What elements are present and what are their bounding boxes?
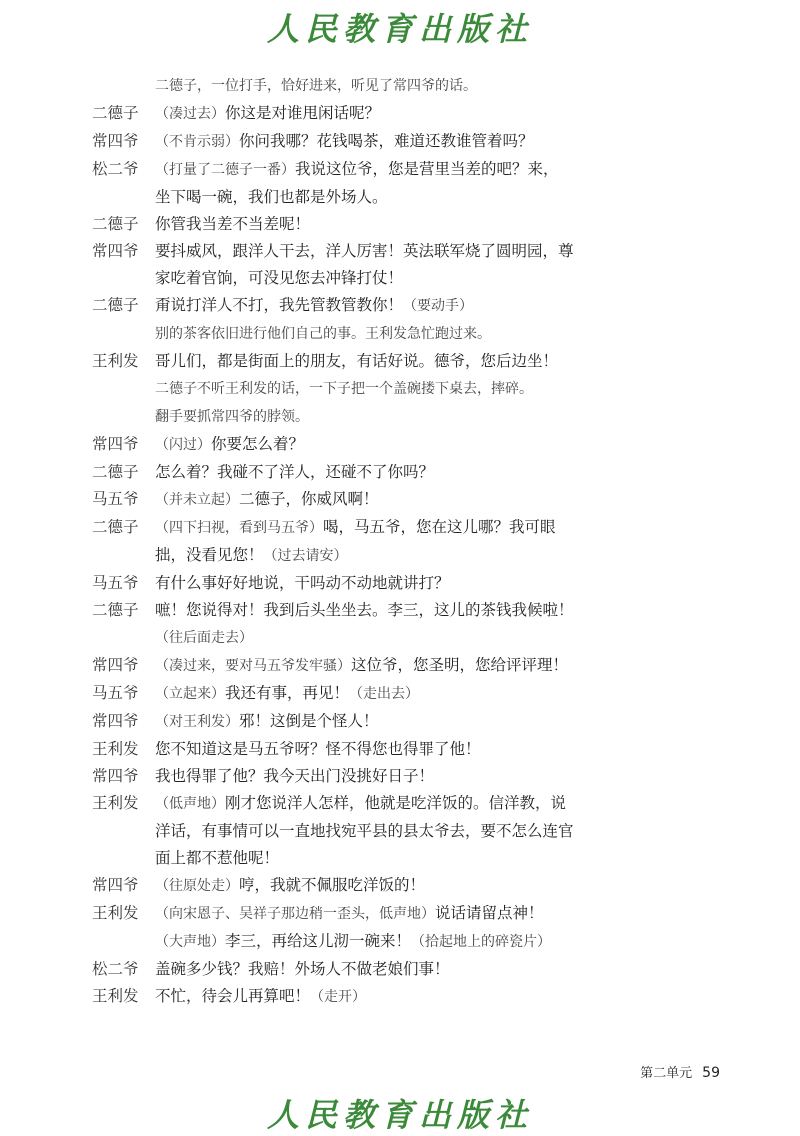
line-text bbox=[155, 845, 612, 872]
script-line bbox=[92, 928, 612, 956]
line-text bbox=[155, 983, 612, 1011]
speaker-name: 王利发 bbox=[92, 987, 139, 1005]
line-text bbox=[155, 652, 612, 680]
stage-direction: （凑过来，要对马五爷发牢骚） bbox=[155, 658, 351, 674]
line-text bbox=[155, 708, 612, 736]
line-text bbox=[155, 265, 612, 292]
dialogue: 邪！这倒是个怪人！ bbox=[239, 712, 379, 730]
dialogue: 盖碗多少钱？我赔！外场人不做老娘们事！ bbox=[155, 960, 450, 978]
dialogue: 家吃着官饷，可没见您去冲锋打仗！ bbox=[155, 269, 404, 287]
script-line bbox=[92, 292, 612, 320]
stage-direction: 二德子不听王利发的话，一下子把一个盖碗搂下桌去，摔碎。 bbox=[155, 381, 533, 397]
line-text bbox=[155, 238, 612, 265]
stage-direction: （往后面走去） bbox=[155, 630, 253, 646]
stage-direction: （大声地） bbox=[155, 934, 225, 950]
script-line bbox=[92, 818, 612, 845]
script-line bbox=[92, 763, 612, 790]
line-text bbox=[155, 403, 612, 431]
script-body bbox=[92, 72, 612, 1011]
publisher-watermark-bottom: 人民教育出版社 bbox=[266, 1096, 533, 1134]
line-text bbox=[155, 818, 612, 845]
line-text bbox=[155, 128, 612, 156]
line-text bbox=[155, 900, 612, 928]
line-text bbox=[155, 597, 612, 624]
dialogue: 刚才您说洋人怎样，他就是吃洋饭的。信洋教，说 bbox=[225, 794, 567, 812]
line-text bbox=[155, 872, 612, 900]
speaker-name: 常四爷 bbox=[92, 656, 139, 674]
stage-direction: （过去请安） bbox=[263, 548, 348, 564]
dialogue: 说话请留点神！ bbox=[435, 904, 544, 922]
script-line bbox=[92, 431, 612, 459]
stage-direction: 别的茶客依旧进行他们自己的事。王利发急忙跑过来。 bbox=[155, 326, 491, 342]
dialogue: 哼，我就不佩服吃洋饭的！ bbox=[239, 876, 426, 894]
script-line bbox=[92, 211, 612, 238]
script-line bbox=[92, 736, 612, 763]
script-line bbox=[92, 790, 612, 818]
line-text bbox=[155, 624, 612, 652]
speaker-name: 马五爷 bbox=[92, 684, 139, 702]
script-line bbox=[92, 265, 612, 292]
script-line bbox=[92, 983, 612, 1011]
line-text bbox=[155, 514, 612, 542]
dialogue: 甭说打洋人不打，我先管教管教你！ bbox=[155, 296, 404, 314]
line-text bbox=[155, 486, 612, 514]
script-line bbox=[92, 845, 612, 872]
dialogue: 要抖威风，跟洋人干去，洋人厉害！英法联军烧了圆明园，尊 bbox=[155, 242, 574, 260]
speaker-name: 松二爷 bbox=[92, 160, 139, 178]
speaker-name: 二德子 bbox=[92, 104, 139, 122]
stage-direction: （对王利发） bbox=[155, 714, 239, 730]
stage-direction: （打量了二德子一番） bbox=[155, 162, 295, 178]
dialogue: 您不知道这是马五爷呀？怪不得您也得罪了他！ bbox=[155, 740, 481, 758]
dialogue: 你管我当差不当差呢！ bbox=[155, 215, 311, 233]
stage-direction: （向宋恩子、吴祥子那边稍一歪头，低声地） bbox=[155, 906, 435, 922]
speaker-name: 常四爷 bbox=[92, 435, 139, 453]
script-line bbox=[92, 956, 612, 983]
speaker-name: 常四爷 bbox=[92, 767, 139, 785]
script-line bbox=[92, 514, 612, 542]
dialogue: 我也得罪了他？我今天出门没挑好日子！ bbox=[155, 767, 435, 785]
script-line bbox=[92, 100, 612, 128]
line-text bbox=[155, 542, 612, 570]
stage-direction: （并未立起） bbox=[155, 492, 239, 508]
stage-direction: （立起来） bbox=[155, 686, 225, 702]
dialogue: 拙，没看见您！ bbox=[155, 546, 264, 564]
dialogue: 不忙，待会儿再算吧！ bbox=[155, 987, 311, 1005]
script-line bbox=[92, 872, 612, 900]
script-line bbox=[92, 542, 612, 570]
line-text bbox=[155, 211, 612, 238]
speaker-name: 王利发 bbox=[92, 740, 139, 758]
stage-direction: （走出去） bbox=[349, 686, 420, 702]
speaker-name: 二德子 bbox=[92, 601, 139, 619]
dialogue: 这位爷，您圣明，您给评评理！ bbox=[351, 656, 569, 674]
script-line bbox=[92, 486, 612, 514]
line-text bbox=[155, 320, 612, 348]
speaker-name: 常四爷 bbox=[92, 132, 139, 150]
speaker-name: 常四爷 bbox=[92, 876, 139, 894]
line-text bbox=[155, 956, 612, 983]
script-line bbox=[92, 375, 612, 403]
speaker-name: 马五爷 bbox=[92, 574, 139, 592]
line-text bbox=[155, 928, 612, 956]
publisher-watermark-top: 人民教育出版社 bbox=[266, 10, 533, 48]
line-text bbox=[155, 790, 612, 818]
line-text bbox=[155, 736, 612, 763]
dialogue: 坐下喝一碗，我们也都是外场人。 bbox=[155, 188, 388, 206]
line-text bbox=[155, 72, 612, 100]
script-line bbox=[92, 652, 612, 680]
script-line bbox=[92, 184, 612, 211]
line-text bbox=[155, 184, 612, 211]
script-line bbox=[92, 900, 612, 928]
script-line bbox=[92, 680, 612, 708]
line-text bbox=[155, 375, 612, 403]
stage-direction: （四下扫视，看到马五爷） bbox=[155, 520, 323, 536]
page-number: 59 bbox=[702, 1065, 720, 1081]
dialogue: 你要怎么着？ bbox=[211, 435, 305, 453]
line-text bbox=[155, 570, 612, 597]
line-text bbox=[155, 348, 612, 375]
dialogue: 哥儿们，都是街面上的朋友，有话好说。德爷，您后边坐！ bbox=[155, 352, 559, 370]
speaker-name: 二德子 bbox=[92, 215, 139, 233]
speaker-name: 常四爷 bbox=[92, 242, 139, 260]
script-line bbox=[92, 320, 612, 348]
script-line bbox=[92, 128, 612, 156]
dialogue: 怎么着？我碰不了洋人，还碰不了你吗？ bbox=[155, 463, 435, 481]
line-text bbox=[155, 100, 612, 128]
unit-label: 第二单元 bbox=[640, 1066, 693, 1081]
speaker-name: 马五爷 bbox=[92, 490, 139, 508]
dialogue: 你问我哪？花钱喝茶，难道还教谁管着吗？ bbox=[239, 132, 534, 150]
stage-direction: （不肯示弱） bbox=[155, 134, 239, 150]
line-text bbox=[155, 292, 612, 320]
script-line bbox=[92, 570, 612, 597]
dialogue: 喝，马五爷，您在这儿哪？我可眼 bbox=[323, 518, 556, 536]
script-line bbox=[92, 156, 612, 184]
script-line bbox=[92, 348, 612, 375]
line-text bbox=[155, 680, 612, 708]
speaker-name: 王利发 bbox=[92, 904, 139, 922]
dialogue: 面上都不惹他呢！ bbox=[155, 849, 280, 867]
dialogue: 你这是对谁甩闲话呢？ bbox=[225, 104, 381, 122]
speaker-name: 松二爷 bbox=[92, 960, 139, 978]
speaker-name: 二德子 bbox=[92, 463, 139, 481]
dialogue: 嗻！您说得对！我到后头坐坐去。李三，这儿的茶钱我候啦！ bbox=[155, 601, 574, 619]
stage-direction: （拾起地上的碎瓷片） bbox=[411, 934, 552, 950]
speaker-name: 王利发 bbox=[92, 352, 139, 370]
script-line bbox=[92, 708, 612, 736]
stage-direction: （闪过） bbox=[155, 437, 211, 453]
line-text bbox=[155, 763, 612, 790]
line-text bbox=[155, 431, 612, 459]
script-line bbox=[92, 624, 612, 652]
stage-direction: （要动手） bbox=[403, 298, 474, 314]
script-line bbox=[92, 459, 612, 486]
speaker-name: 王利发 bbox=[92, 794, 139, 812]
dialogue: 我还有事，再见！ bbox=[225, 684, 350, 702]
line-text bbox=[155, 156, 612, 184]
script-line bbox=[92, 597, 612, 624]
stage-direction: （低声地） bbox=[155, 796, 225, 812]
dialogue: 李三，再给这儿沏一碗来！ bbox=[225, 932, 412, 950]
dialogue: 有什么事好好地说，干吗动不动地就讲打？ bbox=[155, 574, 450, 592]
script-line bbox=[92, 72, 612, 100]
script-line bbox=[92, 403, 612, 431]
dialogue: 洋话，有事情可以一直地找宛平县的县太爷去，要不怎么连官 bbox=[155, 822, 574, 840]
dialogue: 二德子，你威风啊！ bbox=[239, 490, 379, 508]
speaker-name: 二德子 bbox=[92, 296, 139, 314]
stage-direction: （凑过去） bbox=[155, 106, 225, 122]
line-text bbox=[155, 459, 612, 486]
page-footer bbox=[640, 1062, 720, 1081]
stage-direction: 二德子，一位打手，恰好进来，听见了常四爷的话。 bbox=[155, 78, 477, 94]
stage-direction: （走开） bbox=[310, 989, 367, 1005]
speaker-name: 二德子 bbox=[92, 518, 139, 536]
dialogue: 我说这位爷，您是营里当差的吧？来， bbox=[295, 160, 559, 178]
stage-direction: 翻手要抓常四爷的脖领。 bbox=[155, 409, 309, 425]
stage-direction: （往原处走） bbox=[155, 878, 239, 894]
speaker-name: 常四爷 bbox=[92, 712, 139, 730]
script-line bbox=[92, 238, 612, 265]
